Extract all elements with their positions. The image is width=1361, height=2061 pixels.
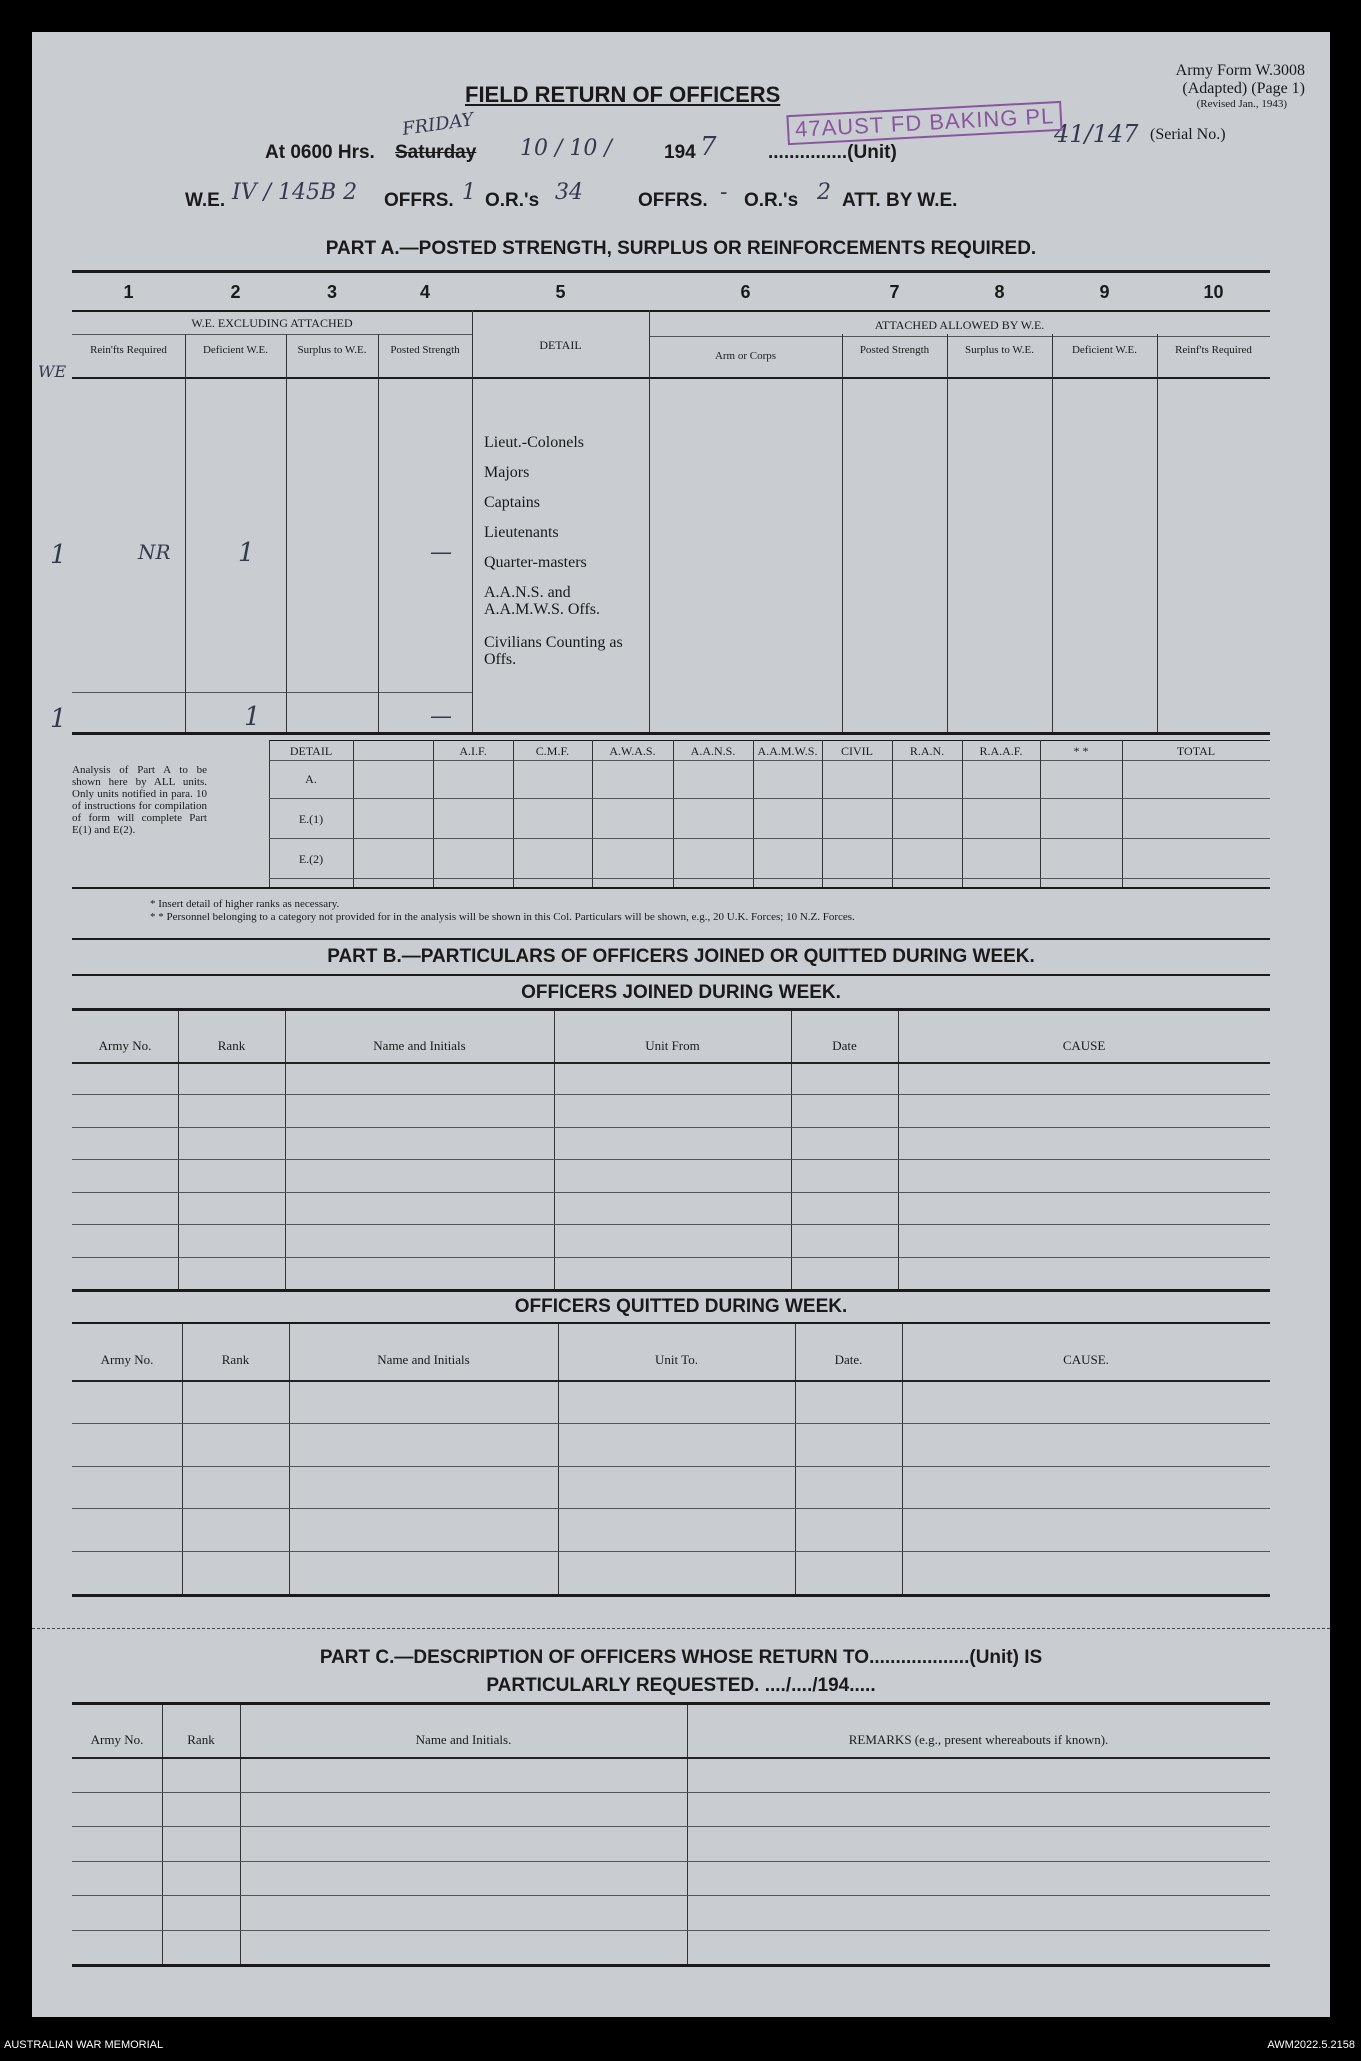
analysis-col-divider	[433, 740, 434, 887]
att-by-we-label: ATT. BY W.E.	[842, 190, 958, 211]
right-col-header-4: Deficient W.E.	[1071, 344, 1138, 356]
analysis-col-divider	[892, 740, 893, 887]
column-number-10: 10	[1203, 282, 1224, 302]
column-number-1: 1	[123, 282, 134, 302]
we-handwritten: IV / 145B 2	[232, 180, 358, 205]
quitted-col-header-5: Date.	[834, 1352, 863, 1367]
analysis-header-3: A.I.F.	[459, 744, 487, 758]
partc-col-header-3: Name and Initials.	[415, 1732, 512, 1747]
right-col-header-1: Arm or Corps	[714, 350, 777, 362]
att-ors-handwritten: 2	[817, 180, 831, 205]
column-number-3: 3	[326, 282, 337, 302]
quitted-col-divider	[182, 1324, 183, 1594]
date-handwritten: 10 / 10 /	[520, 136, 612, 161]
quitted-col-header-4: Unit To.	[655, 1352, 698, 1367]
rank-4: Lieutenants	[484, 524, 559, 541]
page-title: FIELD RETURN OF OFFICERS	[465, 82, 781, 107]
analysis-col-divider	[753, 740, 754, 887]
partc-row-rule	[72, 1792, 1270, 1793]
form-page	[32, 32, 1330, 2017]
quitted-title: OFFICERS QUITTED DURING WEEK.	[514, 1296, 848, 1317]
right-col-header-2: Posted Strength	[859, 344, 930, 356]
quitted-col-header-2: Rank	[221, 1352, 250, 1367]
partc-col-header-1: Army No.	[90, 1732, 144, 1747]
unit-label: ...............(Unit)	[768, 142, 897, 163]
column-number-2: 2	[230, 282, 241, 302]
joined-col-divider	[178, 1011, 179, 1289]
quitted-col-divider	[558, 1324, 559, 1594]
analysis-header-5: A.W.A.S.	[609, 744, 656, 758]
form-id-line1: Army Form W.3008	[1175, 62, 1305, 79]
joined-col-divider	[791, 1011, 792, 1289]
left-col-header-1: Rein'fts Required	[90, 344, 167, 356]
analysis-top-rule	[269, 740, 1270, 741]
partc-col-header-2: Rank	[187, 1732, 215, 1747]
partc-header-rule	[72, 1757, 1270, 1759]
analysis-header-4: C.M.F.	[535, 744, 570, 758]
column-number-7: 7	[889, 282, 900, 302]
partc-row-rule	[72, 1930, 1270, 1931]
analysis-col-divider	[822, 740, 823, 887]
analysis-header-6: A.A.N.S.	[690, 744, 736, 758]
part-a-col-divider	[842, 334, 843, 732]
analysis-col-divider	[673, 740, 674, 887]
unit-stamp: 47AUST FD BAKING PL	[786, 101, 1063, 145]
quitted-row-rule	[72, 1551, 1270, 1552]
joined-row-rule	[72, 1192, 1270, 1193]
total-col4: —	[430, 704, 452, 729]
partc-col-divider	[240, 1705, 241, 1964]
part-a-title: PART A.—POSTED STRENGTH, SURPLUS OR REINFORCEMENTS REQUIRED.	[325, 238, 1037, 259]
entry-col3: 1	[238, 538, 255, 568]
analysis-note: Analysis of Part A to be shown here by ALL units. Only units notified in para. 10 of instructions for compilation of form will complete Part E(1) and E(2).	[72, 764, 207, 836]
analysis-col-divider	[592, 740, 593, 887]
group-left-header: W.E. EXCLUDING ATTACHED	[191, 316, 353, 330]
partc-row-rule	[72, 1895, 1270, 1896]
partc-row-rule	[72, 1861, 1270, 1862]
detail-header: DETAIL	[539, 338, 582, 352]
joined-title: OFFICERS JOINED DURING WEEK.	[521, 982, 841, 1003]
rank-5: Quarter-masters	[484, 554, 587, 571]
analysis-header-10: R.A.A.F.	[979, 744, 1023, 758]
joined-col-header-5: Date	[832, 1038, 857, 1053]
form-id-line3: (Revised Jan., 1943)	[1196, 98, 1287, 110]
quitted-header-rule	[72, 1380, 1270, 1382]
part-c-title-line2: PARTICULARLY REQUESTED. ..../..../194.....	[486, 1675, 876, 1696]
partc-row-rule	[72, 1826, 1270, 1827]
joined-row-rule	[72, 1257, 1270, 1258]
analysis-col-divider	[1040, 740, 1041, 887]
quitted-row-rule	[72, 1423, 1270, 1424]
rank-1: Lieut.-Colonels	[484, 434, 584, 451]
analysis-header-1: DETAIL	[289, 744, 333, 758]
part-c-title	[32, 1644, 1330, 1700]
column-number-6: 6	[740, 282, 751, 302]
part-b-title: PART B.—PARTICULARS OF OFFICERS JOINED OR QUITTED DURING WEEK.	[327, 946, 1035, 967]
part-a-col-divider	[1052, 334, 1053, 732]
rank-3: Captains	[484, 494, 540, 511]
analysis-header-9: R.A.N.	[909, 744, 945, 758]
analysis-col-divider	[1122, 740, 1123, 887]
offrs-handwritten: 1	[462, 180, 476, 205]
quitted-col-divider	[795, 1324, 796, 1594]
joined-row-rule	[72, 1159, 1270, 1160]
perforation	[32, 1628, 1330, 1629]
total-col1: 1	[50, 704, 67, 734]
footnote-1: * Insert detail of higher ranks as necessary.	[150, 898, 340, 910]
at-label: At 0600 Hrs.	[265, 142, 375, 163]
footnote-2: * * Personnel belonging to a category not provided for in the analysis will be shown in this Col. Particulars will be shown, e.g., 20 U.K. Forces; 10 N.Z. Forces.	[150, 911, 855, 923]
serial-handwritten: 41/147	[1054, 120, 1139, 148]
part-a-col-divider	[286, 334, 287, 732]
group-right-header: ATTACHED ALLOWED BY W.E.	[874, 318, 1045, 332]
joined-row-rule	[72, 1094, 1270, 1095]
part-a-col-divider	[649, 310, 650, 732]
analysis-col-divider	[962, 740, 963, 887]
analysis-row-rule	[269, 838, 1270, 839]
saturday-label: Saturday	[395, 142, 477, 163]
left-col-header-4: Posted Strength	[390, 344, 460, 356]
att-offrs-handwritten: -	[720, 180, 728, 205]
quitted-row-rule	[72, 1466, 1270, 1467]
year-digit: 7	[700, 132, 717, 162]
right-col-header-3: Surplus to W.E.	[964, 344, 1035, 356]
joined-row-rule	[72, 1224, 1270, 1225]
analysis-col-divider	[353, 740, 354, 887]
entry-col1: 1	[50, 540, 67, 570]
joined-col-header-1: Army No.	[98, 1038, 152, 1053]
rank-7: Civilians Counting as Offs.	[484, 634, 623, 668]
joined-col-header-6: CAUSE	[1062, 1038, 1106, 1053]
analysis-row-3: E.(2)	[298, 852, 324, 866]
analysis-row-rule	[269, 878, 1270, 879]
year-prefix: 194	[664, 142, 696, 163]
column-number-4: 4	[419, 282, 430, 302]
serial-label: (Serial No.)	[1150, 126, 1226, 143]
entry-col4: —	[430, 540, 452, 565]
quitted-col-header-1: Army No.	[100, 1352, 154, 1367]
quitted-col-header-3: Name and Initials	[377, 1352, 470, 1367]
column-number-8: 8	[994, 282, 1005, 302]
att-offrs-label: OFFRS.	[638, 190, 708, 211]
analysis-col-divider	[513, 740, 514, 887]
analysis-row-rule	[269, 798, 1270, 799]
right-col-header-5: Reinf'ts Required	[1175, 344, 1252, 356]
rank-6: A.A.N.S. and A.A.M.W.S. Offs.	[484, 584, 601, 618]
part-a-col-divider	[947, 334, 948, 732]
joined-col-divider	[285, 1011, 286, 1289]
form-id	[1075, 62, 1305, 110]
column-number-5: 5	[555, 282, 566, 302]
part-a-col-divider	[185, 334, 186, 732]
ors-label: O.R.'s	[485, 190, 540, 211]
partc-col-divider	[687, 1705, 688, 1964]
offrs-label: OFFRS.	[384, 190, 454, 211]
quitted-col-divider	[902, 1324, 903, 1594]
part-c-title-line1: PART C.—DESCRIPTION OF OFFICERS WHOSE RETURN TO...................(Unit) IS	[319, 1647, 1043, 1668]
entry-col2: NR	[138, 540, 171, 564]
analysis-header-8: CIVIL	[841, 744, 873, 758]
we-label: W.E.	[185, 190, 226, 211]
joined-col-header-3: Name and Initials	[373, 1038, 466, 1053]
joined-col-divider	[898, 1011, 899, 1289]
footer-left: AUSTRALIAN WAR MEMORIAL	[4, 2039, 164, 2051]
ors-handwritten: 34	[555, 180, 583, 205]
analysis-header-11: * *	[1073, 744, 1089, 758]
part-a-col-divider	[1157, 334, 1158, 732]
margin-we: WE	[38, 362, 67, 381]
footer-right: AWM2022.5.2158	[1267, 2039, 1355, 2051]
joined-col-header-2: Rank	[217, 1038, 246, 1053]
form-id-line2: (Adapted) (Page 1)	[1182, 80, 1305, 97]
analysis-row-1: A.	[305, 772, 317, 786]
part-a-col-divider	[472, 310, 473, 732]
partc-col-divider	[162, 1705, 163, 1964]
analysis-header-rule	[269, 760, 1270, 761]
part-a-col-divider	[378, 334, 379, 732]
column-number-9: 9	[1099, 282, 1110, 302]
quitted-col-header-6: CAUSE.	[1063, 1352, 1109, 1367]
joined-col-divider	[554, 1011, 555, 1289]
rank-2: Majors	[484, 464, 530, 481]
joined-col-header-4: Unit From	[645, 1038, 700, 1053]
joined-row-rule	[72, 1127, 1270, 1128]
partc-col-header-4: REMARKS (e.g., present whereabouts if known).	[848, 1732, 1109, 1747]
left-col-header-2: Deficient W.E.	[202, 344, 269, 356]
att-ors-label: O.R.'s	[744, 190, 799, 211]
joined-header-rule	[72, 1062, 1270, 1064]
analysis-header-12: TOTAL	[1176, 744, 1216, 758]
quitted-col-divider	[289, 1324, 290, 1594]
left-col-header-3: Surplus to W.E.	[297, 344, 367, 356]
quitted-row-rule	[72, 1508, 1270, 1509]
analysis-row-2: E.(1)	[298, 812, 324, 826]
analysis-header-7: A.A.M.W.S.	[757, 744, 818, 758]
total-col3: 1	[244, 702, 261, 732]
day-handwritten: FRIDAY	[400, 109, 475, 140]
